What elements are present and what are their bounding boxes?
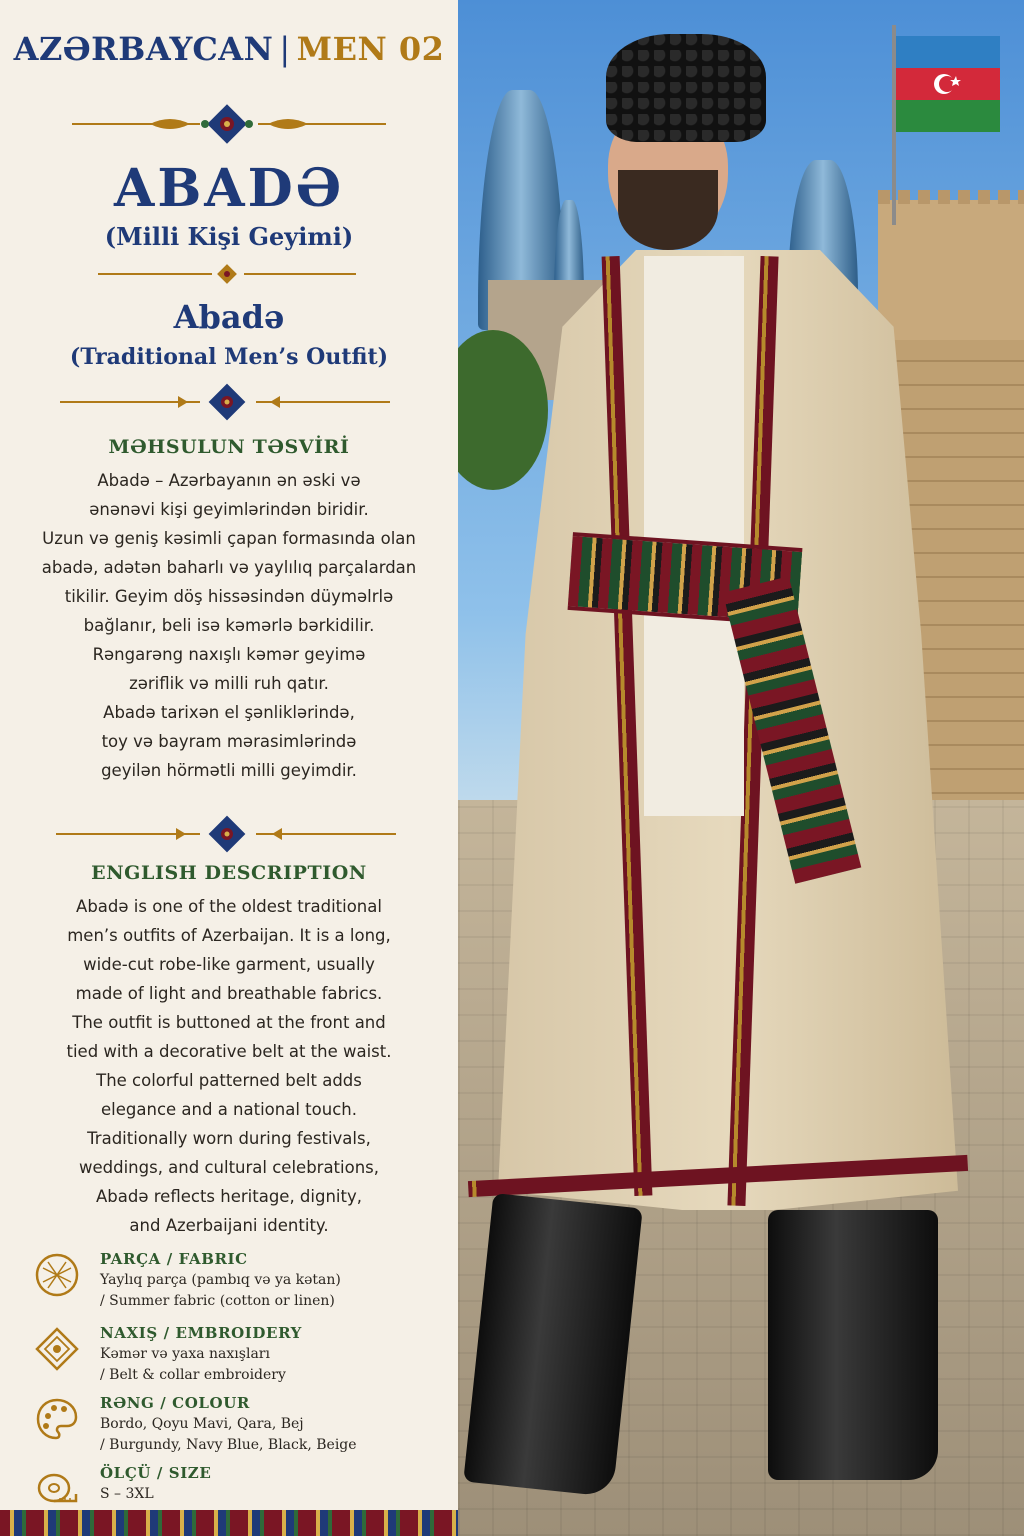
decorative-border bbox=[0, 1510, 458, 1536]
spec-colour bbox=[34, 1394, 444, 1454]
description-az-line: Rəngarəng naxışlı kəmər geyimə bbox=[92, 645, 366, 664]
description-en-line: Abadə reflects heritage, dignity, bbox=[96, 1187, 362, 1206]
description-en-line: and Azerbaijani identity. bbox=[129, 1216, 329, 1235]
description-az-line: Abadə – Azərbayanın ən əski və bbox=[97, 471, 361, 490]
spec-label: RƏNG / COLOUR bbox=[100, 1394, 250, 1412]
spec-value bbox=[100, 1484, 154, 1505]
palette-icon bbox=[34, 1396, 80, 1442]
description-az-line: toy və bayram mərasimlərində bbox=[101, 732, 357, 751]
description-en-line: The outfit is buttoned at the front and bbox=[72, 1013, 386, 1032]
spec-value-line: Kəmər və yaxa naxışları bbox=[100, 1346, 270, 1362]
spec-value bbox=[100, 1270, 341, 1312]
boot-right bbox=[768, 1210, 938, 1480]
spec-value bbox=[100, 1344, 286, 1386]
title-main: ABADƏ bbox=[113, 158, 345, 219]
spec-value-line: / Belt & collar embroidery bbox=[100, 1367, 286, 1383]
embroidery-icon bbox=[34, 1326, 80, 1372]
ornament-divider-icon bbox=[0, 382, 458, 422]
description-az-line: tikilir. Geyim döş hissəsindən düyməlrlə bbox=[64, 587, 394, 606]
description-en-line: weddings, and cultural celebrations, bbox=[78, 1158, 380, 1177]
description-az-line: bağlanır, beli isə kəmərlə bərkidilir. bbox=[83, 616, 375, 635]
description-en-line: The colorful patterned belt adds bbox=[96, 1071, 362, 1090]
white-shirt bbox=[644, 256, 744, 816]
description-en bbox=[20, 892, 438, 1240]
description-az-line: geyilən hörmətli milli geyimdir. bbox=[101, 761, 357, 780]
spec-value-line: Yaylıq parça (pambıq və ya kətan) bbox=[100, 1272, 341, 1288]
boot-left bbox=[463, 1193, 642, 1497]
description-az-line: Abadə tarixən el şənliklərində, bbox=[103, 703, 355, 722]
description-az-line: abadə, adətən baharlı və yaylılıq parçalardan bbox=[41, 558, 417, 577]
spec-value-line: S – 3XL bbox=[100, 1486, 154, 1502]
title-english: Abadə bbox=[173, 298, 285, 336]
measuring-tape-icon bbox=[34, 1466, 80, 1512]
ornament-divider-icon bbox=[0, 814, 458, 854]
description-az-line: ənənəvi kişi geyimlərindən biridir. bbox=[89, 500, 369, 519]
spec-fabric bbox=[34, 1250, 444, 1310]
description-en-line: tied with a decorative belt at the waist. bbox=[66, 1042, 392, 1061]
papakha-hat bbox=[606, 34, 766, 142]
spec-value-line: Bordo, Qoyu Mavi, Qara, Bej bbox=[100, 1416, 304, 1432]
model-person bbox=[458, 0, 1024, 1536]
title-subtitle: (Milli Kişi Geyimi) bbox=[104, 222, 354, 251]
spec-value-line: / Summer fabric (cotton or linen) bbox=[100, 1293, 335, 1309]
description-en-line: Abadə is one of the oldest traditional bbox=[76, 897, 382, 916]
spec-value-line: / Burgundy, Navy Blue, Black, Beige bbox=[100, 1437, 357, 1453]
spec-label: NAXIŞ / EMBROIDERY bbox=[100, 1324, 302, 1342]
header-separator: | bbox=[279, 30, 291, 68]
description-az-line: zəriflik və milli ruh qatır. bbox=[129, 674, 329, 693]
header-title bbox=[0, 30, 458, 68]
description-en-line: Traditionally worn during festivals, bbox=[87, 1129, 371, 1148]
spec-label: PARÇA / FABRIC bbox=[100, 1250, 248, 1268]
description-en-line: made of light and breathable fabrics. bbox=[75, 984, 383, 1003]
spec-label: ÖLÇÜ / SIZE bbox=[100, 1464, 212, 1482]
description-az bbox=[20, 466, 438, 785]
description-en-line: men’s outfits of Azerbaijan. It is a long, bbox=[67, 926, 391, 945]
ornament-divider-icon bbox=[0, 104, 458, 144]
spec-embroidery bbox=[34, 1324, 444, 1384]
description-az-line: Uzun və geniş kəsimli çapan formasında olan bbox=[42, 529, 416, 548]
description-en-line: wide-cut robe-like garment, usually bbox=[83, 955, 375, 974]
title-english-subtitle: (Traditional Men’s Outfit) bbox=[69, 344, 389, 370]
beard bbox=[618, 170, 718, 250]
description-en-line: elegance and a national touch. bbox=[101, 1100, 357, 1119]
section-heading-az: MƏHSULUN TƏSVİRİ bbox=[108, 436, 350, 458]
section-heading-en: ENGLISH DESCRIPTION bbox=[91, 862, 367, 884]
header-code: MEN 02 bbox=[296, 30, 445, 68]
info-panel bbox=[0, 0, 458, 1536]
fabric-icon bbox=[34, 1252, 80, 1298]
ornament-divider-icon bbox=[0, 254, 458, 294]
spec-value bbox=[100, 1414, 357, 1456]
header-country: AZƏRBAYCAN bbox=[13, 30, 274, 68]
product-photo bbox=[458, 0, 1024, 1536]
